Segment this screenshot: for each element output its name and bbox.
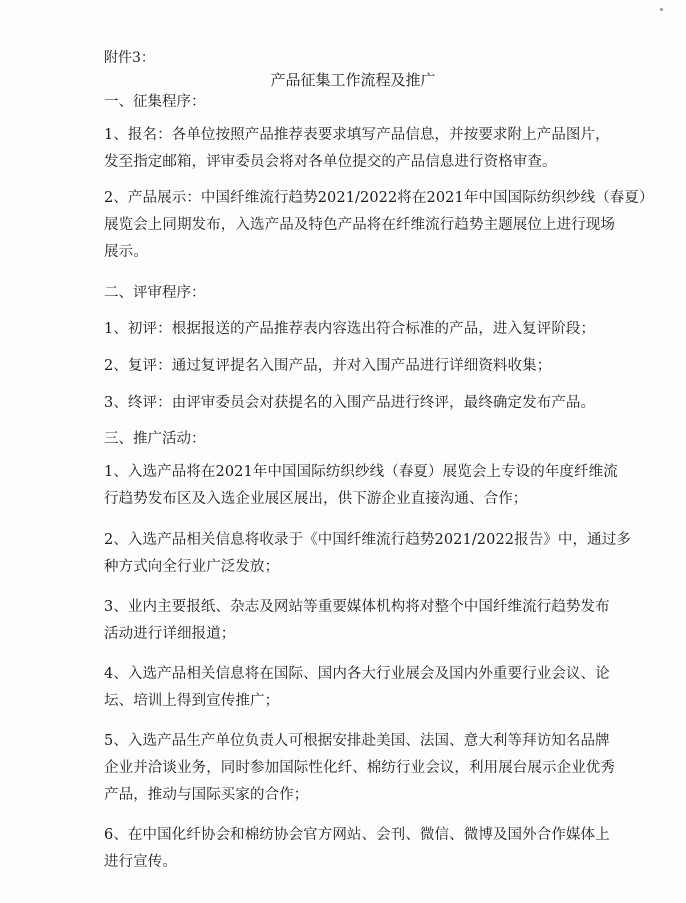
text-line: 进行宣传。 <box>104 854 177 870</box>
text-line: 5、入选产品生产单位负责人可根据安排赴美国、法国、意大利等拜访知名品牌 <box>104 733 610 749</box>
text-line: 2、入选产品相关信息将收录于《中国纤维流行趋势2021/2022报告》中，通过多 <box>104 532 631 548</box>
text-line: 1、报名：各单位按照产品推荐表要求填写产品信息，并按要求附上产品图片， <box>104 127 610 143</box>
section1-item-2 <box>104 185 654 266</box>
scan-mark <box>660 8 663 11</box>
text-line: 1、入选产品将在2021年中国国际纺织纱线（春夏）展览会上专设的年度纤维流 <box>104 464 618 480</box>
section3-item-3 <box>104 594 610 648</box>
text-line: 4、入选产品相关信息将在国际、国内各大行业展会及国内外重要行业会议、论 <box>104 666 610 682</box>
section3-item-6 <box>104 822 610 876</box>
section2-item-3 <box>104 390 604 417</box>
text-line: 行趋势发布区及入选企业展区展出，供下游企业直接沟通、合作； <box>104 491 528 507</box>
section3-item-1 <box>104 459 618 513</box>
text-line: 2、复评：通过复评提名入围产品，并对入围产品进行详细资料收集； <box>104 358 552 374</box>
text-line: 种方式向全行业广泛发放； <box>104 559 280 575</box>
section2-item-2 <box>104 353 604 380</box>
text-line: 展览会上同期发布，入选产品及特色产品将在纤维流行趋势主题展位上进行现场 <box>104 217 615 233</box>
section1-heading: 一、征集程序： <box>104 94 206 110</box>
section3-heading: 三、推广活动： <box>104 431 206 447</box>
annex-label: 附件3： <box>104 50 155 66</box>
document-title: 产品征集工作流程及推广 <box>270 71 436 89</box>
text-line: 3、业内主要报纸、杂志及网站等重要媒体机构将对整个中国纤维流行趋势发布 <box>104 599 610 615</box>
text-line: 企业并洽谈业务，同时参加国际性化纤、棉纺行业会议，利用展台展示企业优秀 <box>104 760 615 776</box>
section2-item-1 <box>104 316 604 343</box>
section3-item-5 <box>104 728 615 809</box>
text-line: 坛、培训上得到宣传推广； <box>104 693 280 709</box>
text-line: 展示。 <box>104 244 148 260</box>
text-line: 6、在中国化纤协会和棉纺协会官方网站、会刊、微信、微博及国外合作媒体上 <box>104 827 610 843</box>
section3-item-2 <box>104 527 631 581</box>
section2-heading: 二、评审程序： <box>104 285 206 301</box>
text-line: 活动进行详细报道； <box>104 626 236 642</box>
text-line: 2、产品展示：中国纤维流行趋势2021/2022将在2021年中国国际纺织纱线（春夏） <box>104 190 654 206</box>
section1-item-1 <box>104 122 610 176</box>
text-line: 产品，推动与国际买家的合作； <box>104 787 309 803</box>
section3-item-4 <box>104 661 610 715</box>
text-line: 3、终评：由评审委员会对获提名的入围产品进行终评，最终确定发布产品。 <box>104 395 596 411</box>
text-line: 发至指定邮箱，评审委员会将对各单位提交的产品信息进行资格审查。 <box>104 154 557 170</box>
text-line: 1、初评：根据报送的产品推荐表内容选出符合标准的产品，进入复评阶段； <box>104 321 596 337</box>
